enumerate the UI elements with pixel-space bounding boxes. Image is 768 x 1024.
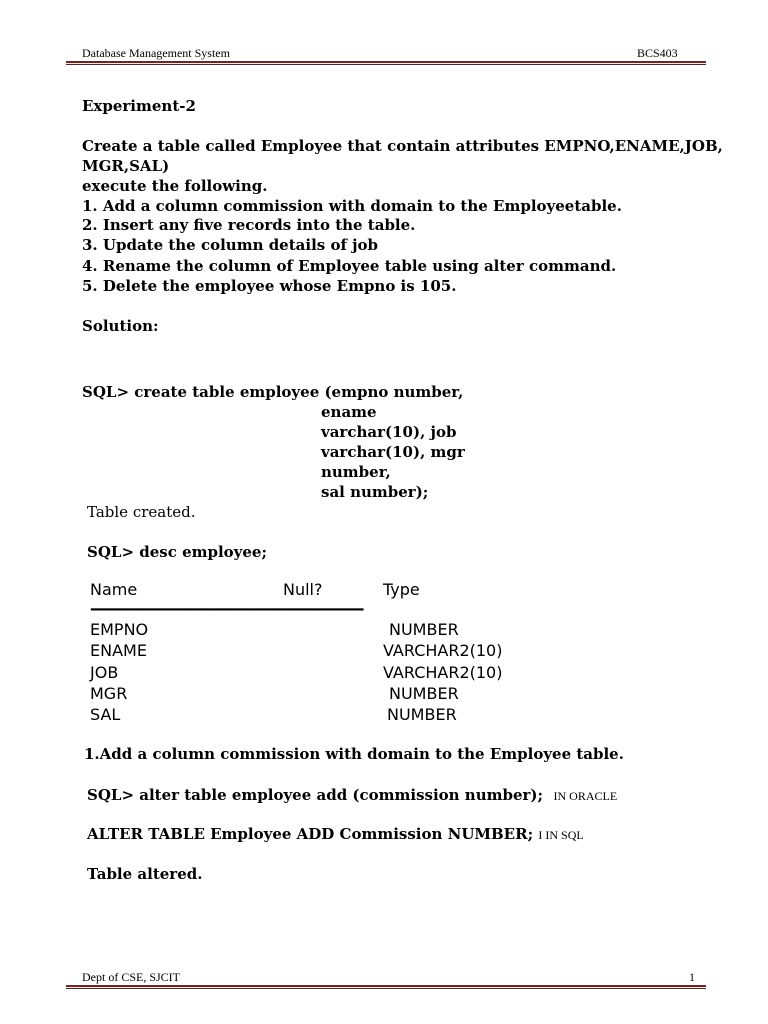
step1-oracle-line <box>87 786 617 804</box>
footer-rule-thin <box>66 988 706 989</box>
desc-row-name: EMPNO <box>90 620 149 639</box>
step1-std-sql: ALTER TABLE Employee ADD Commission NUMBER; <box>87 825 534 843</box>
step1-oracle-note: IN ORACLE <box>553 789 618 803</box>
page-number: 1 <box>689 970 695 984</box>
step1-heading <box>84 745 624 763</box>
question-line: 2. Insert any five records into the table. <box>82 216 416 234</box>
solution-label: Solution: <box>82 317 159 335</box>
create-sql-line: SQL> create table employee (empno number, <box>82 383 464 401</box>
step1-oracle-sql: SQL> alter table employee add (commission number); <box>87 786 544 804</box>
footer-rule-red <box>66 985 706 987</box>
desc-header-type: Type <box>383 580 420 599</box>
step1-std-note: I IN SQL <box>538 828 584 842</box>
desc-row-type: VARCHAR2(10) <box>383 641 503 660</box>
table-created-msg: Table created. <box>87 503 196 521</box>
desc-row-name: MGR <box>90 684 128 703</box>
create-sql-line: ename <box>321 403 377 421</box>
step1-number: 1. <box>84 745 100 763</box>
desc-row-type: NUMBER <box>389 684 459 703</box>
header-title: Database Management System <box>82 46 230 60</box>
question-line: 1. Add a column commission with domain to the Employeetable. <box>82 197 622 215</box>
header-code: BCS403 <box>637 46 678 60</box>
experiment-title: Experiment-2 <box>82 97 196 115</box>
desc-sql: SQL> desc employee; <box>87 543 268 561</box>
create-sql-line: sal number); <box>321 483 429 501</box>
desc-row-name: SAL <box>90 705 121 724</box>
question-line: execute the following. <box>82 177 268 195</box>
desc-row-type: NUMBER <box>389 620 459 639</box>
footer-dept: Dept of CSE, SJCIT <box>82 970 181 984</box>
step1-std-line <box>87 825 584 843</box>
desc-row-type: NUMBER <box>387 705 457 724</box>
step1-title: Add a column commission with domain to the Employee table. <box>99 745 624 763</box>
header-rule-red <box>66 61 706 63</box>
header-rule-thin <box>66 64 706 65</box>
desc-row-name: ENAME <box>90 641 147 660</box>
desc-row-name: JOB <box>90 663 119 682</box>
desc-header-null: Null? <box>283 580 323 599</box>
create-sql-line: varchar(10), mgr <box>321 443 465 461</box>
question-line: 5. Delete the employee whose Empno is 105. <box>82 277 457 295</box>
question-line: 3. Update the column details of job <box>82 236 379 254</box>
table-altered-msg: Table altered. <box>87 865 203 883</box>
desc-header-name: Name <box>90 580 138 599</box>
create-sql-line: varchar(10), job <box>321 423 457 441</box>
desc-separator: --------------------------------------------------------------- <box>90 600 363 618</box>
question-line: MGR,SAL) <box>82 157 170 175</box>
create-sql-line: number, <box>321 463 391 481</box>
desc-row-type: VARCHAR2(10) <box>383 663 503 682</box>
question-line: 4. Rename the column of Employee table using alter command. <box>82 257 617 275</box>
question-line: Create a table called Employee that contain attributes EMPNO,ENAME,JOB, <box>82 137 723 155</box>
